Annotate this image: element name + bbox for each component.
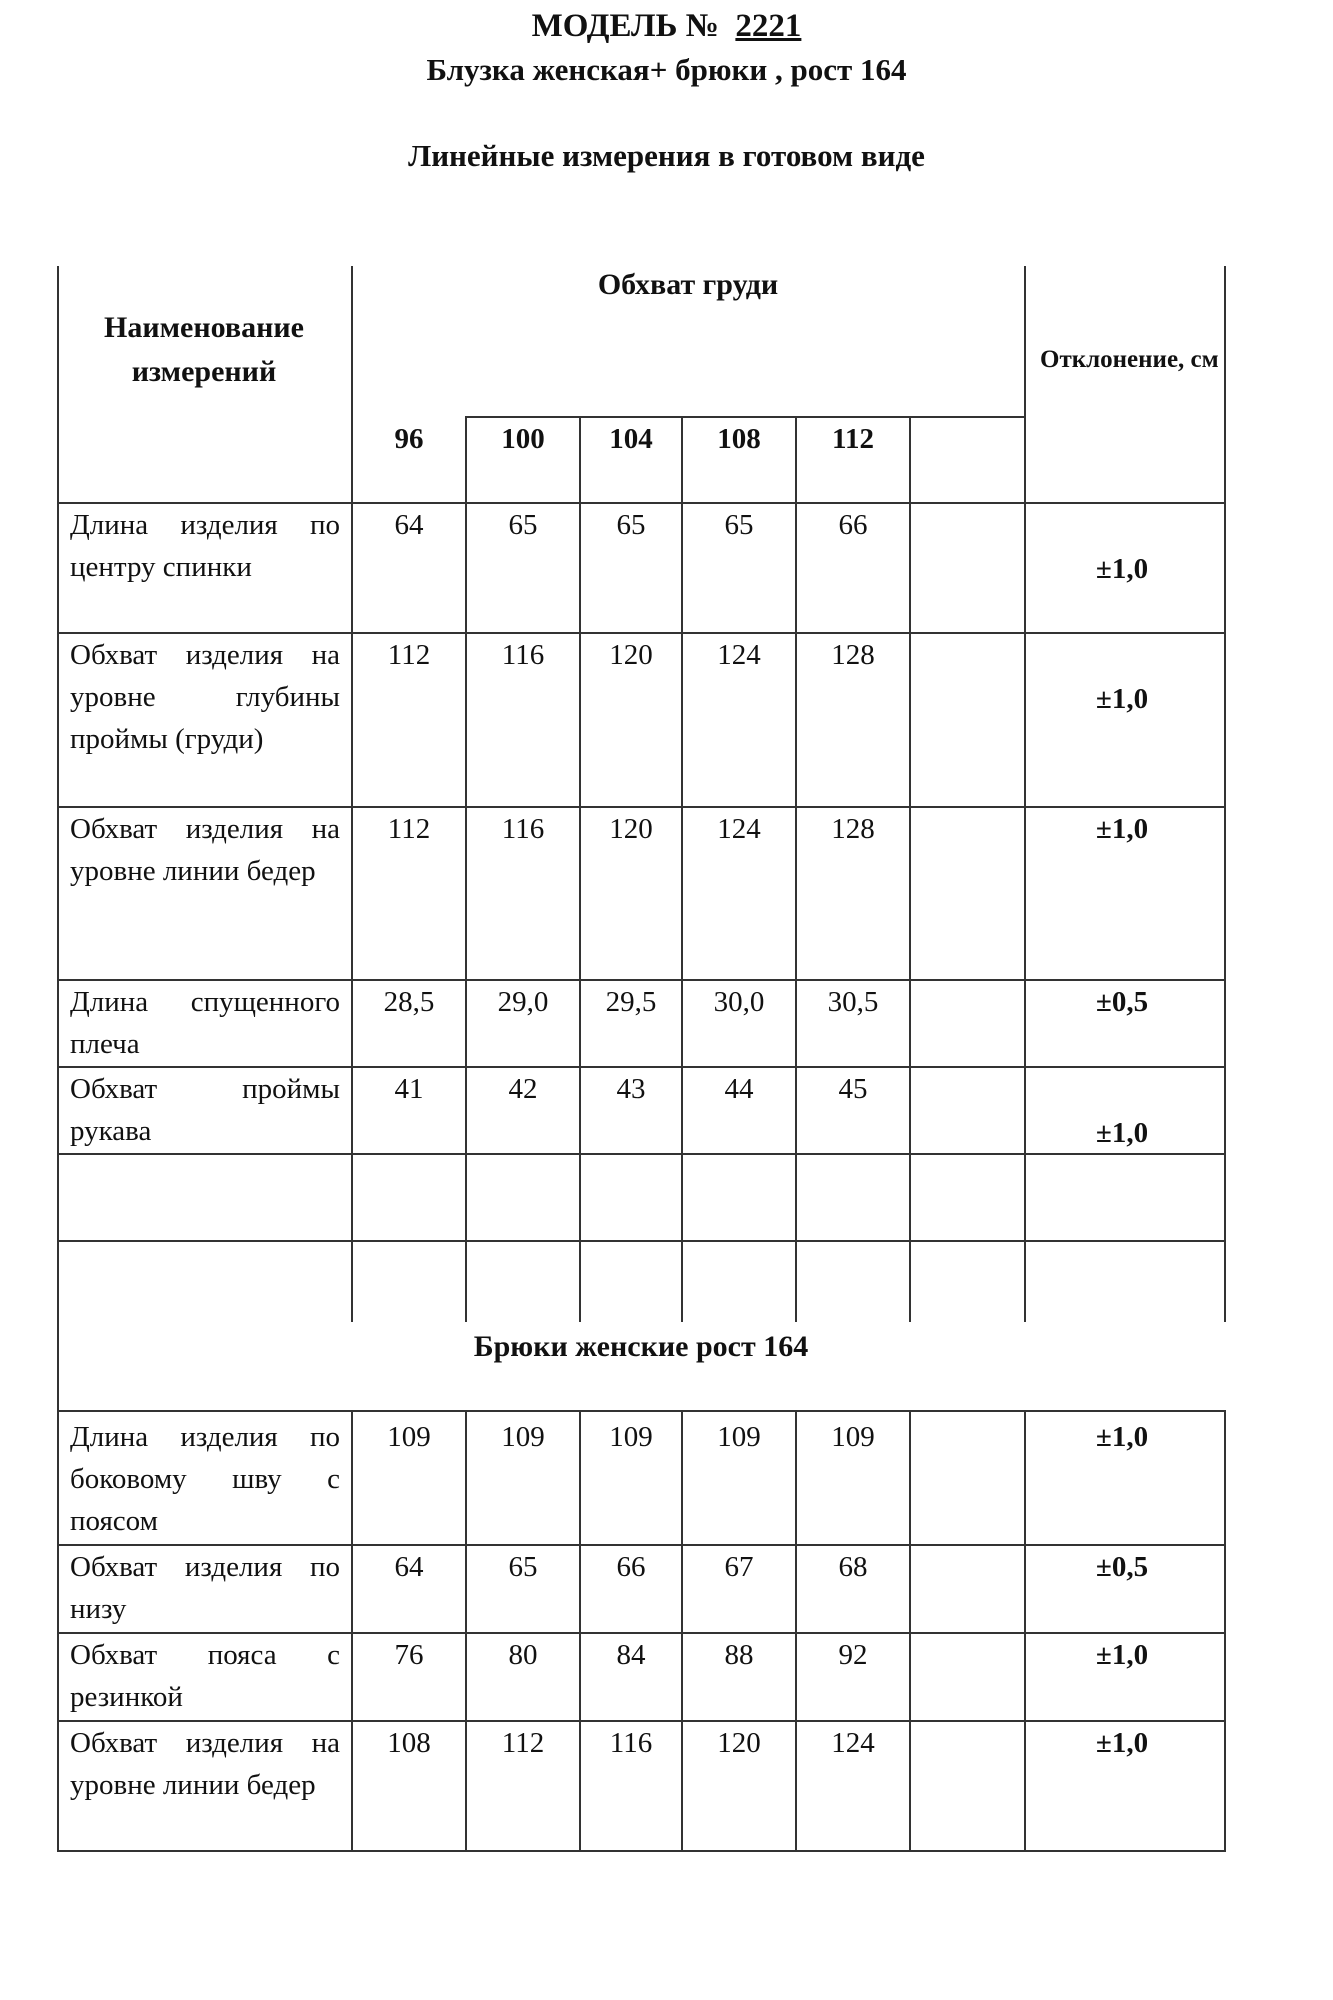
- table-horizontal-line: [57, 632, 1224, 634]
- value-cell: 29,5: [605, 986, 657, 1018]
- bust-header: Обхват груди: [597, 268, 779, 301]
- value-cell: 84: [616, 1639, 646, 1671]
- product-subtitle: Блузка женская+ брюки , рост 164: [426, 52, 907, 87]
- deviation-cell: ±0,5: [1095, 1551, 1149, 1583]
- size-header-cell: 96: [394, 423, 424, 455]
- deviation-cell: ±0,5: [1095, 986, 1149, 1018]
- value-cell: 120: [609, 813, 653, 845]
- row-label: Длина спущенного плеча: [70, 986, 340, 1060]
- table-horizontal-line: [57, 1410, 1224, 1412]
- value-cell: 67: [724, 1551, 754, 1583]
- size-header-cell: 100: [501, 423, 545, 455]
- table-vertical-line: [795, 418, 797, 1322]
- value-cell: 66: [616, 1551, 646, 1583]
- row-label: Длина изделия по боковому шву с поясом: [70, 1421, 340, 1537]
- deviation-cell: ±1,0: [1095, 1727, 1149, 1759]
- row-label: Обхват изделия на уровне линии бедер: [70, 813, 340, 887]
- value-cell: 44: [724, 1073, 754, 1105]
- table-horizontal-line: [57, 1632, 1224, 1634]
- table-vertical-line: [1224, 1410, 1226, 1852]
- table-vertical-line: [465, 418, 467, 1322]
- value-cell: 30,0: [713, 986, 765, 1018]
- table-horizontal-line: [57, 979, 1224, 981]
- table-horizontal-line: [57, 1066, 1224, 1068]
- deviation-cell: ±1,0: [1095, 553, 1149, 585]
- row-label: Обхват изделия по низу: [70, 1551, 340, 1625]
- model-number: 2221: [735, 8, 802, 44]
- value-cell: 108: [387, 1727, 431, 1759]
- table-vertical-line: [1224, 266, 1226, 1322]
- row-label: Обхват изделия на уровне линии бедер: [70, 1727, 340, 1801]
- deviation-header: Отклонение, см: [1040, 346, 1219, 373]
- deviation-cell: ±1,0: [1095, 1421, 1149, 1453]
- row-label: Обхват изделия на уровне глубины проймы (груди): [70, 639, 340, 755]
- table-vertical-line: [681, 1410, 683, 1852]
- measurements-title: Линейные измерения в готовом виде: [408, 138, 925, 173]
- value-cell: 65: [616, 509, 646, 541]
- trousers-section-title: Брюки женские рост 164: [473, 1330, 809, 1363]
- table-horizontal-line: [465, 416, 1024, 418]
- value-cell: 65: [724, 509, 754, 541]
- value-cell: 109: [501, 1421, 545, 1453]
- value-cell: 109: [387, 1421, 431, 1453]
- value-cell: 128: [831, 639, 875, 671]
- table-horizontal-line: [57, 502, 1224, 504]
- model-prefix: МОДЕЛЬ №: [531, 8, 719, 44]
- table-horizontal-line: [57, 1544, 1224, 1546]
- table-vertical-line: [795, 1410, 797, 1852]
- row-label: Длина изделия по центру спинки: [70, 509, 340, 583]
- value-cell: 64: [394, 1551, 424, 1583]
- value-cell: 42: [508, 1073, 538, 1105]
- value-cell: 80: [508, 1639, 538, 1671]
- value-cell: 29,0: [497, 986, 549, 1018]
- value-cell: 124: [717, 813, 761, 845]
- value-cell: 124: [717, 639, 761, 671]
- column-header-name: Наименование измерений: [104, 311, 304, 388]
- value-cell: 30,5: [827, 986, 879, 1018]
- value-cell: 65: [508, 1551, 538, 1583]
- value-cell: 120: [717, 1727, 761, 1759]
- value-cell: 64: [394, 509, 424, 541]
- table-vertical-line: [1024, 266, 1026, 1322]
- value-cell: 109: [609, 1421, 653, 1453]
- table-horizontal-line: [57, 1850, 1224, 1852]
- table-vertical-line: [351, 266, 353, 1322]
- size-header-cell: 112: [832, 423, 874, 455]
- table-horizontal-line: [57, 806, 1224, 808]
- table-vertical-line: [909, 1410, 911, 1852]
- value-cell: 76: [394, 1639, 424, 1671]
- value-cell: 112: [387, 813, 431, 845]
- value-cell: 128: [831, 813, 875, 845]
- table-vertical-line: [1024, 1410, 1026, 1852]
- size-header-cell: 108: [717, 423, 761, 455]
- value-cell: 109: [717, 1421, 761, 1453]
- value-cell: 45: [838, 1073, 868, 1105]
- value-cell: 116: [609, 1727, 653, 1759]
- table-vertical-line: [909, 418, 911, 1322]
- value-cell: 116: [501, 639, 545, 671]
- row-label: Обхват проймы рукава: [70, 1073, 340, 1147]
- size-header-cell: 104: [609, 423, 653, 455]
- table-vertical-line: [465, 1410, 467, 1852]
- value-cell: 92: [838, 1639, 868, 1671]
- value-cell: 88: [724, 1639, 754, 1671]
- table-horizontal-line: [57, 1720, 1224, 1722]
- table-vertical-line: [351, 1410, 353, 1852]
- value-cell: 112: [387, 639, 431, 671]
- model-title: [0, 8, 1333, 45]
- value-cell: 116: [501, 813, 545, 845]
- deviation-cell: ±1,0: [1095, 1117, 1149, 1149]
- table-horizontal-line: [57, 1240, 1224, 1242]
- deviation-cell: ±1,0: [1095, 1639, 1149, 1671]
- value-cell: 124: [831, 1727, 875, 1759]
- value-cell: 28,5: [383, 986, 435, 1018]
- table-vertical-line: [579, 418, 581, 1322]
- deviation-cell: ±1,0: [1095, 683, 1149, 715]
- deviation-cell: ±1,0: [1095, 813, 1149, 845]
- value-cell: 68: [838, 1551, 868, 1583]
- value-cell: 109: [831, 1421, 875, 1453]
- table-horizontal-line: [57, 1153, 1224, 1155]
- value-cell: 120: [609, 639, 653, 671]
- value-cell: 112: [501, 1727, 545, 1759]
- value-cell: 41: [394, 1073, 424, 1105]
- value-cell: 65: [508, 509, 538, 541]
- value-cell: 43: [616, 1073, 646, 1105]
- value-cell: 66: [838, 509, 868, 541]
- table-vertical-line: [579, 1410, 581, 1852]
- row-label: Обхват пояса с резинкой: [70, 1639, 340, 1713]
- table-vertical-line: [681, 418, 683, 1322]
